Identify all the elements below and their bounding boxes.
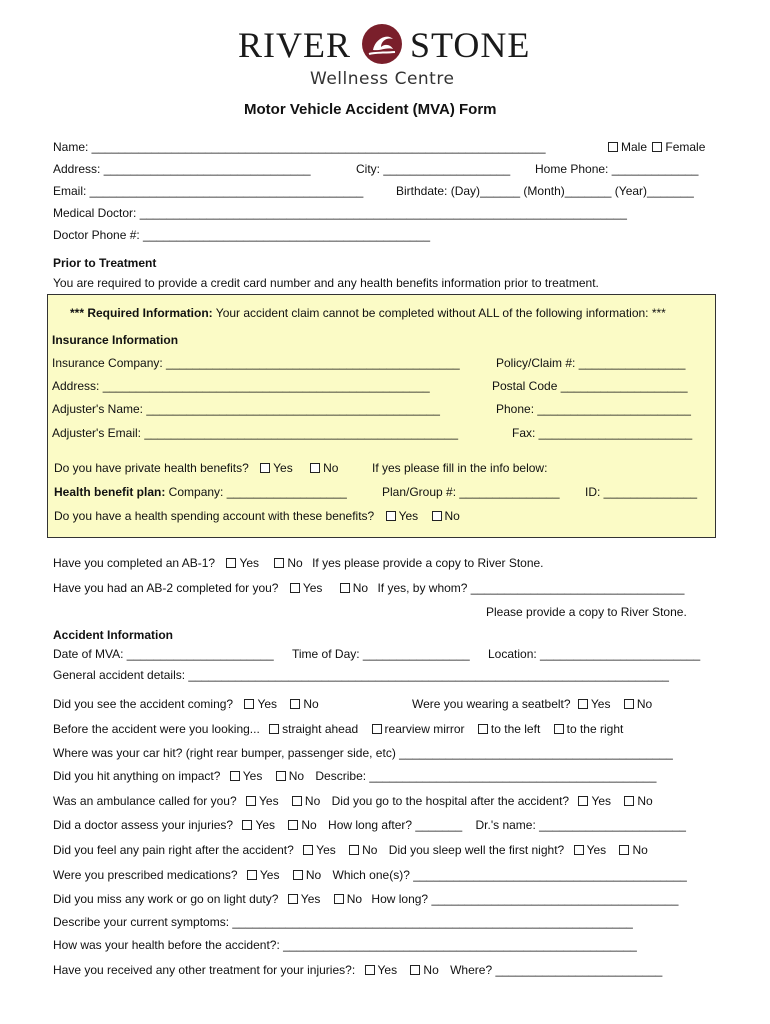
hit-anything-question: Did you hit anything on impact?: [53, 769, 221, 783]
how-long-after-field[interactable]: How long after? _______: [328, 818, 463, 832]
hospital-no-label: No: [637, 794, 653, 808]
rearview-label: rearview mirror: [384, 722, 465, 736]
work-no-checkbox[interactable]: [334, 894, 344, 904]
sleep-yes-checkbox[interactable]: [574, 845, 584, 855]
other-yes-checkbox[interactable]: [365, 965, 375, 975]
seatbelt-no-checkbox[interactable]: [624, 699, 634, 709]
meds-row: [53, 868, 687, 882]
work-no-label: No: [346, 892, 363, 906]
prior-text: You are required to provide a credit card number and any health benefits information prior to treatment.: [53, 276, 599, 290]
ambulance-yes-checkbox[interactable]: [246, 796, 256, 806]
birthdate-field[interactable]: Birthdate: (Day)______ (Month)_______ (Year)_______: [396, 184, 694, 198]
plan-company-field[interactable]: [54, 485, 347, 499]
doctor-no-checkbox[interactable]: [288, 820, 298, 830]
meds-no-label: No: [305, 868, 322, 882]
logo-word-stone: STONE: [410, 25, 531, 65]
required-bold: *** Required Information:: [70, 306, 213, 320]
plan-company-label: Company: __________________: [165, 485, 347, 499]
required-info-box: [47, 294, 716, 538]
private-benefits-question: Do you have private health benefits?: [54, 461, 249, 475]
see-no-checkbox[interactable]: [290, 699, 300, 709]
female-checkbox[interactable]: [652, 142, 662, 152]
prior-heading: Prior to Treatment: [53, 256, 157, 270]
accident-details-field[interactable]: General accident details: ________________________________________________________________________: [53, 668, 669, 682]
looking-row: [53, 722, 623, 736]
rearview-checkbox[interactable]: [372, 724, 382, 734]
meds-question: Were you prescribed medications?: [53, 868, 238, 882]
hit-anything-row: [53, 769, 656, 783]
doctor-yes-checkbox[interactable]: [242, 820, 252, 830]
insurance-heading: Insurance Information: [52, 333, 179, 347]
hit-no-checkbox[interactable]: [276, 771, 286, 781]
required-text: Your accident claim cannot be completed without ALL of the following information: ***: [212, 306, 666, 320]
accident-heading: Accident Information: [53, 628, 174, 642]
time-of-day-field[interactable]: Time of Day: ________________: [292, 647, 470, 661]
adjuster-name-field[interactable]: Adjuster's Name: ____________________________________________: [52, 402, 440, 416]
ab2-yes-checkbox[interactable]: [290, 583, 300, 593]
gender-options: [606, 140, 705, 154]
date-of-mva-field[interactable]: Date of MVA: ______________________: [53, 647, 274, 661]
doctor-assess-question: Did a doctor assess your injuries?: [53, 818, 234, 832]
see-yes-checkbox[interactable]: [244, 699, 254, 709]
plan-bold-label: Health benefit plan:: [54, 485, 166, 499]
plan-group-field[interactable]: Plan/Group #: _______________: [382, 485, 560, 499]
ab2-no-checkbox[interactable]: [340, 583, 350, 593]
male-label: Male: [621, 140, 648, 154]
other-yes-label: Yes: [377, 963, 398, 977]
work-row: [53, 892, 678, 906]
sleep-no-checkbox[interactable]: [619, 845, 629, 855]
spending-no-label: No: [444, 509, 460, 523]
doctor-yes-label: Yes: [255, 818, 276, 832]
other-no-label: No: [423, 963, 439, 977]
other-no-checkbox[interactable]: [410, 965, 420, 975]
pain-yes-label: Yes: [316, 843, 336, 857]
email-field[interactable]: Email: _________________________________________: [53, 184, 364, 198]
address-field[interactable]: Address: _______________________________: [53, 162, 311, 176]
sleep-question: Did you sleep well the first night?: [388, 843, 565, 857]
seatbelt-yes-label: Yes: [590, 697, 611, 711]
ab2-copy-note: Please provide a copy to River Stone.: [486, 605, 687, 619]
hit-yes-checkbox[interactable]: [230, 771, 240, 781]
ab2-note[interactable]: If yes, by whom? ________________________________: [377, 581, 685, 595]
doctor-assess-row: [53, 818, 686, 832]
ab2-question: Have you had an AB-2 completed for you?: [53, 581, 279, 595]
spending-question: Do you have a health spending account with these benefits?: [54, 509, 375, 523]
pain-no-checkbox[interactable]: [349, 845, 359, 855]
where-field[interactable]: Where? _________________________: [450, 963, 663, 977]
seatbelt-row: [412, 697, 652, 711]
doctor-no-label: No: [301, 818, 317, 832]
city-field[interactable]: City: ___________________: [356, 162, 511, 176]
fax-field[interactable]: Fax: _______________________: [512, 426, 693, 440]
adjuster-email-field[interactable]: Adjuster's Email: _______________________________________________: [52, 426, 458, 440]
ab1-row: [53, 556, 544, 570]
seatbelt-question: Were you wearing a seatbelt?: [412, 697, 571, 711]
pain-yes-checkbox[interactable]: [303, 845, 313, 855]
if-yes-note: If yes please fill in the info below:: [372, 461, 548, 475]
ab1-question: Have you completed an AB-1?: [53, 556, 216, 570]
logo-subtitle: Wellness Centre: [310, 69, 455, 89]
ab2-row: [53, 581, 684, 595]
right-label: to the right: [566, 722, 624, 736]
location-field[interactable]: Location: ________________________: [488, 647, 701, 661]
private-yes-label: Yes: [273, 461, 293, 475]
ab2-no-label: No: [352, 581, 369, 595]
ab1-no-checkbox[interactable]: [274, 558, 284, 568]
car-hit-field[interactable]: Where was your car hit? (right rear bumper, passenger side, etc) _________________________________________: [53, 746, 673, 760]
female-label: Female: [665, 140, 706, 154]
see-question: Did you see the accident coming?: [53, 697, 234, 711]
hit-yes-label: Yes: [242, 769, 263, 783]
hospital-yes-checkbox[interactable]: [578, 796, 588, 806]
see-accident-row: [53, 697, 319, 711]
dr-name-field[interactable]: Dr.'s name: ______________________: [475, 818, 686, 832]
ab1-yes-label: Yes: [239, 556, 260, 570]
ab1-no-label: No: [287, 556, 303, 570]
describe-field[interactable]: Describe: ___________________________________________: [315, 769, 657, 783]
meds-yes-checkbox[interactable]: [247, 870, 257, 880]
postal-code-field[interactable]: Postal Code ___________________: [492, 379, 688, 393]
male-checkbox[interactable]: [608, 142, 618, 152]
other-treatment-question: Have you received any other treatment for your injuries?:: [53, 963, 356, 977]
plan-id-field[interactable]: ID: ______________: [585, 485, 698, 499]
spending-yes-label: Yes: [398, 509, 419, 523]
spending-no-checkbox[interactable]: [432, 511, 442, 521]
logo-mark-icon: [361, 23, 403, 65]
hospital-no-checkbox[interactable]: [624, 796, 634, 806]
other-treatment-row: [53, 963, 662, 977]
straight-checkbox[interactable]: [269, 724, 279, 734]
ambulance-row: [53, 794, 653, 808]
ab2-yes-label: Yes: [302, 581, 323, 595]
meds-no-checkbox[interactable]: [293, 870, 303, 880]
private-no-label: No: [323, 461, 339, 475]
name-label: Name: ____________________________________________________________________: [53, 140, 546, 154]
looking-question: Before the accident were you looking...: [53, 722, 260, 736]
left-label: to the left: [490, 722, 541, 736]
spending-account-row: [54, 509, 460, 523]
private-benefits-row: [54, 461, 338, 475]
health-before-field[interactable]: How was your health before the accident?: _____________________________________________________: [53, 938, 637, 952]
seatbelt-yes-checkbox[interactable]: [578, 699, 588, 709]
medical-doctor-field[interactable]: Medical Doctor: _________________________________________________________________________: [53, 206, 627, 220]
ambulance-question: Was an ambulance called for you?: [53, 794, 237, 808]
see-yes-label: Yes: [257, 697, 278, 711]
ab1-note: If yes please provide a copy to River Stone.: [312, 556, 544, 570]
spending-yes-checkbox[interactable]: [386, 511, 396, 521]
ab1-yes-checkbox[interactable]: [226, 558, 236, 568]
ambulance-yes-label: Yes: [259, 794, 279, 808]
see-no-label: No: [303, 697, 319, 711]
private-yes-checkbox[interactable]: [260, 463, 270, 473]
required-banner: [70, 306, 666, 320]
work-yes-label: Yes: [300, 892, 321, 906]
form-title: Motor Vehicle Accident (MVA) Form: [244, 101, 497, 118]
meds-yes-label: Yes: [259, 868, 280, 882]
logo-word-river: RIVER: [238, 25, 351, 65]
hospital-yes-label: Yes: [591, 794, 612, 808]
left-checkbox[interactable]: [478, 724, 488, 734]
pain-question: Did you feel any pain right after the accident?: [53, 843, 294, 857]
doctor-phone-field[interactable]: Doctor Phone #: ___________________________________________: [53, 228, 431, 242]
pain-row: [53, 843, 648, 857]
work-yes-checkbox[interactable]: [288, 894, 298, 904]
insurance-address-field[interactable]: Address: _________________________________________________: [52, 379, 430, 393]
adjuster-phone-field[interactable]: Phone: _______________________: [496, 402, 691, 416]
straight-label: straight ahead: [282, 722, 359, 736]
work-question: Did you miss any work or go on light duty?: [53, 892, 279, 906]
how-long-field[interactable]: How long? _____________________________________: [371, 892, 679, 906]
sleep-yes-label: Yes: [586, 843, 607, 857]
policy-claim-field[interactable]: Policy/Claim #: ________________: [496, 356, 686, 370]
hospital-question: Did you go to the hospital after the accident?: [331, 794, 570, 808]
which-meds-field[interactable]: Which one(s)? _________________________________________: [332, 868, 687, 882]
name-field[interactable]: [53, 140, 546, 154]
insurance-company-field[interactable]: Insurance Company: ____________________________________________: [52, 356, 460, 370]
ambulance-no-checkbox[interactable]: [292, 796, 302, 806]
symptoms-field[interactable]: Describe your current symptoms: ____________________________________________________________: [53, 915, 633, 929]
home-phone-field[interactable]: Home Phone: _____________: [535, 162, 699, 176]
right-checkbox[interactable]: [554, 724, 564, 734]
hit-no-label: No: [288, 769, 305, 783]
private-no-checkbox[interactable]: [310, 463, 320, 473]
pain-no-label: No: [362, 843, 378, 857]
ambulance-no-label: No: [304, 794, 321, 808]
sleep-no-label: No: [632, 843, 648, 857]
seatbelt-no-label: No: [636, 697, 653, 711]
